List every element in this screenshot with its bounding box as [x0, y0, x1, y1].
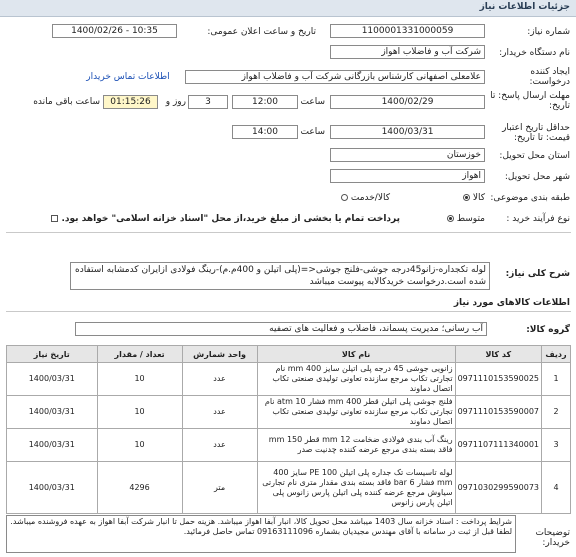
announce-field[interactable]: 1400/02/26 - 10:35	[52, 24, 177, 38]
category-option-goods-service-label: کالا/خدمت	[350, 193, 390, 203]
items-table	[6, 345, 571, 514]
col-date: تاریخ نیاز	[7, 346, 98, 363]
cell-date: 1400/03/31	[7, 396, 98, 429]
cell-qty: 10	[97, 429, 182, 462]
cell-unit: متر	[182, 462, 257, 514]
goods-group-field[interactable]: آب رسانی؛ مدیریت پسماند، فاضلاب و فعالیت های تصفیه	[75, 322, 487, 336]
col-name: نام کالا	[257, 346, 455, 363]
need-number-label: شماره نیاز:	[527, 27, 570, 37]
cell-qty: 10	[97, 396, 182, 429]
cell-qty: 4296	[97, 462, 182, 514]
cell-code: 0971110153590007	[455, 396, 541, 429]
col-row: ردیف	[542, 346, 571, 363]
need-number-field[interactable]: 1100001331000059	[330, 24, 485, 38]
divider	[6, 311, 571, 312]
category-option-goods-service[interactable]	[300, 193, 390, 204]
reply-date-field[interactable]: 1400/02/29	[330, 95, 485, 109]
cell-name: لوله تاسیسات تک جداره پلی اتیلن PE 100 سایز 400 mm فشار 6 bar فاقد بسته بندی مقدار متری نام تجارتی سیاوش مرجع عرضه کننده پلی اتیلن پارس زانوس پلی اتیلن پارس زانوس	[257, 462, 455, 514]
treasury-payment-note: پرداخت تمام یا بخشی از مبلغ خرید،از محل "اسناد خزانه اسلامی" خواهد بود.	[61, 214, 400, 224]
col-qty: تعداد / مقدار	[97, 346, 182, 363]
cell-unit: عدد	[182, 396, 257, 429]
cell-row: 2	[542, 396, 571, 429]
reply-deadline-label: مهلت ارسال پاسخ: تا تاریخ:	[490, 91, 570, 111]
reply-time-field[interactable]: 12:00	[232, 95, 298, 109]
radio-empty-icon[interactable]	[341, 194, 348, 201]
price-time-label: ساعت	[300, 127, 325, 137]
reply-time-label: ساعت	[300, 97, 325, 107]
general-desc-label: شرح کلی نیاز:	[505, 269, 570, 279]
cell-date: 1400/03/31	[7, 429, 98, 462]
remaining-label: ساعت باقی مانده	[33, 97, 100, 107]
cell-row: 1	[542, 363, 571, 396]
reply-days-field[interactable]: 3	[188, 95, 228, 109]
remaining-timer: 01:15:26	[103, 95, 158, 109]
divider	[6, 232, 571, 233]
table-row[interactable]	[7, 396, 571, 429]
city-label: شهر محل تحویل:	[504, 172, 570, 182]
process-option-medium[interactable]	[410, 214, 485, 225]
cell-qty: 10	[97, 363, 182, 396]
page-title: جزئیات اطلاعات نیاز	[479, 2, 570, 12]
reply-days-label: روز و	[165, 97, 186, 107]
cell-date: 1400/03/31	[7, 462, 98, 514]
checkbox-icon[interactable]	[51, 215, 58, 222]
creator-field[interactable]: علامعلی اصفهانی کارشناس بازرگانی شرکت آب و فاضلاب اهواز	[185, 70, 485, 84]
price-validity-label: حداقل تاریخ اعتبار قیمت: تا تاریخ:	[502, 123, 570, 143]
buyer-notes-label: توضیحات خریدار:	[535, 528, 570, 548]
table-row[interactable]	[7, 462, 571, 514]
cell-code: 0971030299590073	[455, 462, 541, 514]
table-row[interactable]	[7, 429, 571, 462]
cell-code: 0971107111340001	[455, 429, 541, 462]
buyer-notes-field[interactable]: شرایط پرداخت : اسناد خزانه سال 1403 میباشد محل تحویل کالا، انبار آبفا اهواز میباشد. هزینه حمل تا انبار شرکت آبفا اهواز به عهده فروشنده میباشد. لطفا قبل از ثبت در سامانه با آقای مهندس مجیدیان بشماره 09163111096 تماس حاصل فرمائید.	[6, 515, 516, 553]
city-field[interactable]: اهواز	[330, 169, 485, 183]
buyer-org-field[interactable]: شرکت آب و فاضلاب اهواز	[330, 45, 485, 59]
cell-row: 4	[542, 462, 571, 514]
cell-name: فلنج جوشی پلی اتیلن قطر 400 mm فشار 10 atm نام تجارتی تکاب مرجع سازنده تعاونی تولیدی صنعتی تکاب اتصال دماوند	[257, 396, 455, 429]
radio-selected-icon[interactable]	[447, 215, 454, 222]
category-label: طبقه بندی موضوعی:	[490, 193, 570, 203]
cell-name: رینگ آب بندی فولادی ضخامت 12 mm قطر 150 mm فاقد بسته بندی مرجع عرضه کننده چدنیت صدر	[257, 429, 455, 462]
cell-unit: عدد	[182, 429, 257, 462]
buyer-contact-link[interactable]: اطلاعات تماس خریدار	[86, 72, 170, 82]
treasury-payment-option[interactable]	[20, 214, 400, 225]
cell-code: 0971110153590025	[455, 363, 541, 396]
col-unit: واحد شمارش	[182, 346, 257, 363]
general-desc-field[interactable]: لوله تکجداره-زانو45درجه جوشی-فلنج جوشی<=(پلی اتیلن و 400م.م)-رینگ فولادی ازایران کدمشابه استفاده شده است.درخواست خریدکالابه پیوست میباشد	[70, 262, 490, 290]
announce-label: تاریخ و ساعت اعلان عمومی:	[207, 27, 316, 37]
radio-selected-icon[interactable]	[463, 194, 470, 201]
creator-label: ایجاد کننده درخواست:	[529, 67, 570, 87]
cell-row: 3	[542, 429, 571, 462]
goods-group-label: گروه کالا:	[526, 325, 570, 335]
cell-name: زانویی جوشی 45 درجه پلی اتیلن سایز 400 mm نام تجارتی تکاب مرجع سازنده تعاونی تولیدی صنعتی تکاب اتصال دماوند	[257, 363, 455, 396]
page-header	[0, 0, 576, 17]
cell-unit: عدد	[182, 363, 257, 396]
process-label: نوع فرآیند خرید :	[506, 214, 570, 224]
province-field[interactable]: خوزستان	[330, 148, 485, 162]
price-date-field[interactable]: 1400/03/31	[330, 125, 485, 139]
col-code: کد کالا	[455, 346, 541, 363]
cell-date: 1400/03/31	[7, 363, 98, 396]
category-option-goods-label: کالا	[472, 193, 485, 203]
province-label: استان محل تحویل:	[499, 151, 570, 161]
table-row[interactable]	[7, 363, 571, 396]
price-time-field[interactable]: 14:00	[232, 125, 298, 139]
process-option-medium-label: متوسط	[456, 214, 485, 224]
buyer-org-label: نام دستگاه خریدار:	[499, 48, 570, 58]
category-option-goods[interactable]	[410, 193, 485, 204]
goods-section-title: اطلاعات کالاهای مورد نیاز	[453, 298, 570, 308]
table-header-row	[7, 346, 571, 363]
